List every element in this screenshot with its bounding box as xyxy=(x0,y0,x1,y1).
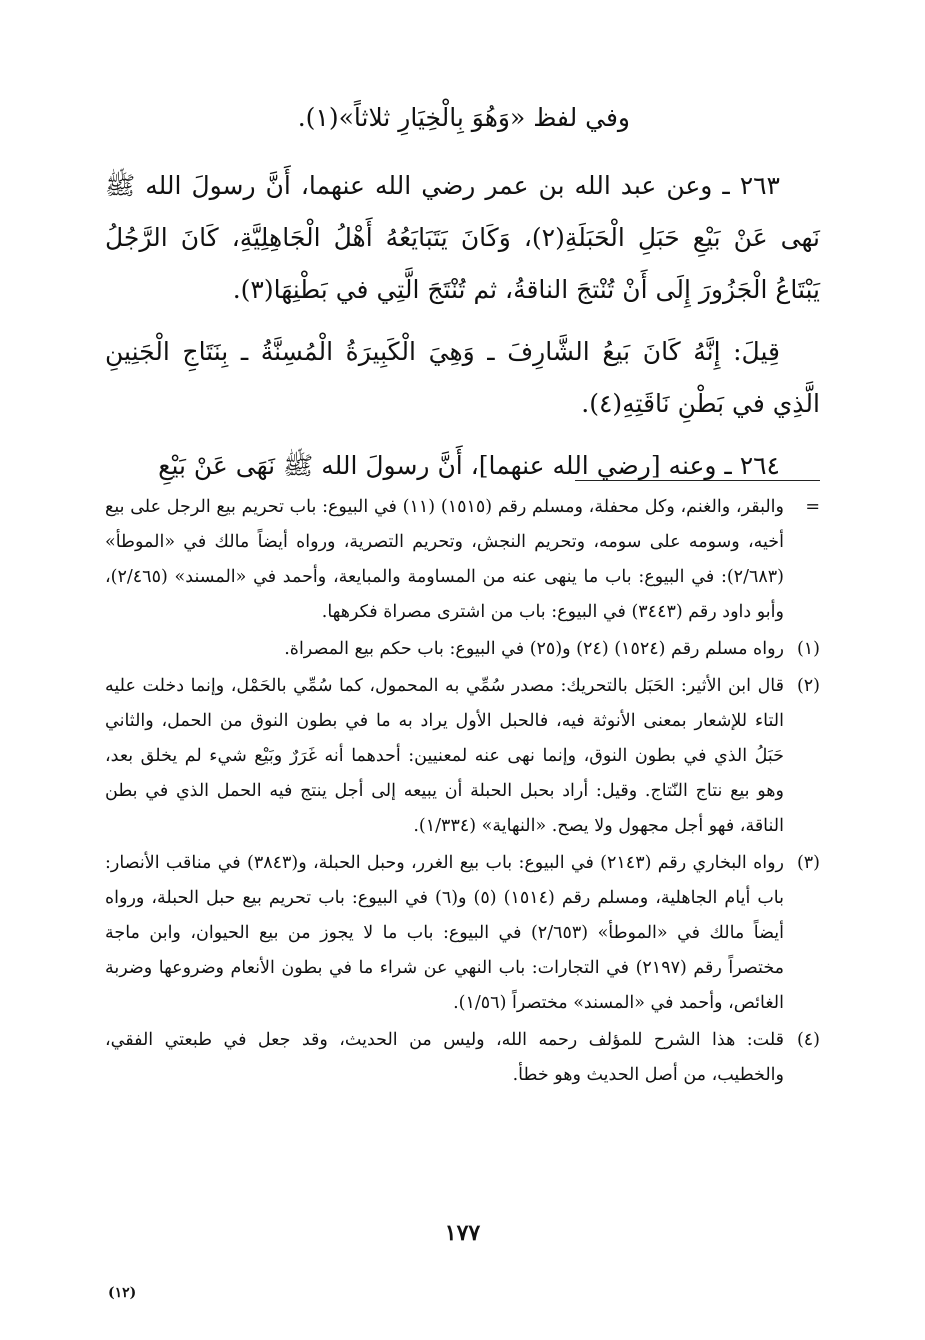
footnote-4 xyxy=(105,1023,820,1093)
footnote-marker: (٢) xyxy=(796,676,820,696)
footnotes xyxy=(105,490,820,1095)
signature-mark: (١٢) xyxy=(108,1285,137,1301)
footnote-1 xyxy=(105,632,820,667)
footnote-divider xyxy=(575,480,820,481)
hadith-263: ٢٦٣ ـ وعن عبد الله بن عمر رضي الله عنهما، أَنَّ رسولَ الله ﷺ نَهى عَنْ بَيْعِ حَبَلِ الْحَبَلَةِ(٢)، وَكَانَ يَتَبَايَعُهُ أَهْلُ الْجَاهِلِيَّةِ، كَانَ الرَّجُلُ يَبْتَاعُ الْجَزُورَ إِلَى أَنْ تُنْتجَ الناقةُ، ثم تُنْتَجَ الَّتِي في بَطْنِهَا(٣). xyxy=(105,171,820,304)
footnote-3 xyxy=(105,846,820,1021)
footnote-text: قلت: هذا الشرح للمؤلف رحمه الله، وليس من الحديث، وقد جعل في طبعتي الفقي، والخطيب، من أصل الحديث وهو خطأ. xyxy=(105,1030,784,1085)
footnote-text: والبقر، والغنم، وكل محفلة، ومسلم رقم (١٥١٥) (١١) في البيوع: باب تحريم بيع الرجل على بيع أخيه، وسومه على سومه، وتحريم النجش، وتحريم التصرية، ورواه أيضاً مالك في «الموطأ» (٢/٦٨٣): في البيوع: باب ما ينهى عنه من المساومة والمبايعة، وأحمد في «المسند» (٢/٤٦٥)، وأبو داود رقم (٣٤٤٣) في البيوع: باب من اشترى مصراة فكرهها. xyxy=(105,497,784,622)
footnote-text: رواه مسلم رقم (١٥٢٤) (٢٤) و(٢٥) في البيوع: باب حكم بيع المصراة. xyxy=(284,639,784,659)
footnote-continued xyxy=(105,490,820,630)
footnote-marker: (٤) xyxy=(796,1030,820,1050)
page-number: ١٧٧ xyxy=(444,1220,481,1246)
footnote-text: قال ابن الأثير: الحَبَل بالتحريك: مصدر سُمِّي به المحمول، كما سُمِّي بالحَمْل، وإنما دخلت عليه التاء للإشعار بمعنى الأنوثة فيه، فالحبل الأول يراد به ما في بطون النوق من الحمل، والثاني حَبَلُ الذي في بطون النوق، وإنما نهى عنه لمعنيين: أحدهما أنه غَرَرٌ وبَيْع شيء لم يخلق بعد، وهو بيع نتاج النّتاج. وقيل: أراد بحبل الحبلة أن يبيعه إلى أجل ينتج فيه الحمل الذي في بطن الناقة، فهو أجل مجهول ولا يصح. «النهاية» (١/٣٣٤). xyxy=(105,676,784,836)
footnote-marker: (٣) xyxy=(796,853,820,873)
hadith-264: ٢٦٤ ـ وعنه [رضي الله عنهما]، أَنَّ رسولَ الله ﷺ نَهَى عَنْ بَيْعِ xyxy=(158,451,780,480)
hadith-263-explanation: قِيلَ: إِنَّهُ كَانَ بَيعُ الشَّارِفَ ـ وَهِيَ الْكَبِيرَةُ الْمُسِنَّةُ ـ بِنَتَاجِ الْجَنِينِ الَّذِي في بَطْنِ نَاقَتِهِ(٤). xyxy=(105,337,820,418)
footnote-marker: = xyxy=(805,497,820,517)
paragraph-intro: وفي لفظ «وَهُوَ بِالْخِيَارِ ثلاثاً»(١). xyxy=(297,103,630,132)
footnote-marker: (١) xyxy=(796,639,820,659)
footnote-2 xyxy=(105,669,820,844)
footnote-text: رواه البخاري رقم (٢١٤٣) في البيوع: باب بيع الغرر، وحبل الحبلة، و(٣٨٤٣) في مناقب الأنصار: باب أيام الجاهلية، ومسلم رقم (١٥١٤) (٥) و(٦) في البيوع: باب تحريم بيع حبل الحبلة، ورواه أيضاً مالك في «الموطأ» (٢/٦٥٣) في البيوع: باب ما لا يجوز من بيع الحيوان، وابن ماجة مختصراً رقم (٢١٩٧) في التجارات: باب النهي عن شراء ما في بطون الأنعام وضروعها وضربة الغائص، وأحمد في «المسند» مختصراً (١/٥٦). xyxy=(105,853,785,1013)
main-text xyxy=(105,92,820,502)
